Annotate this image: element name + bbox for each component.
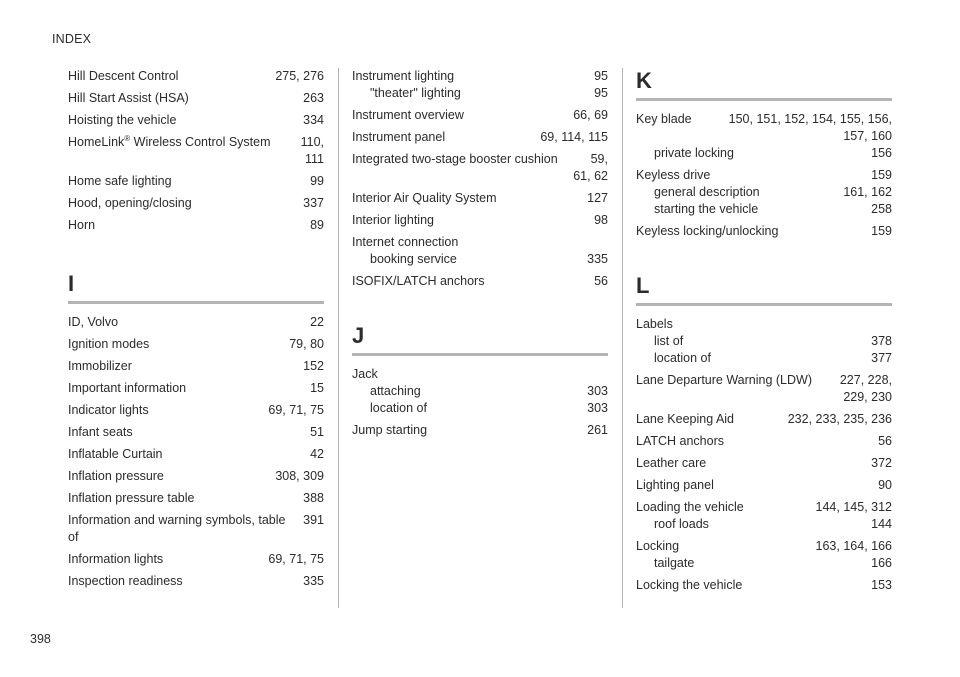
homelink-term-rest: Wireless Control System <box>130 135 271 149</box>
entry-pages: 153 <box>871 578 892 592</box>
entry-pages: 15 <box>310 381 324 395</box>
entry-term: Locking <box>636 539 680 553</box>
page-header: INDEX <box>52 32 92 46</box>
entry-pages: 127 <box>587 191 608 205</box>
index-entry <box>636 167 892 184</box>
subentry-term: roof loads <box>654 517 709 531</box>
entry-term: Internet connection <box>352 235 459 249</box>
index-subentry <box>636 516 892 533</box>
entry-pages: 110, <box>300 135 324 149</box>
index-entry <box>68 68 324 85</box>
index-entry <box>636 223 892 240</box>
index-subentry <box>636 184 892 201</box>
homelink-brand: HomeLink <box>68 135 125 149</box>
entry-term: Labels <box>636 317 673 331</box>
entry-term: Hill Descent Control <box>68 69 179 83</box>
entry-pages: 388 <box>303 491 324 505</box>
entry-term: Indicator lights <box>68 403 149 417</box>
index-subentry <box>636 201 892 218</box>
entry-pages: 261 <box>587 423 608 437</box>
entry-pages: 337 <box>303 196 324 210</box>
subentry-term: location of <box>654 351 711 365</box>
entry-term: Infant seats <box>68 425 133 439</box>
section-rule <box>636 303 892 306</box>
entry-term: Instrument overview <box>352 108 464 122</box>
index-entry <box>68 314 324 331</box>
entry-term: Lighting panel <box>636 478 714 492</box>
entry-pages: 372 <box>871 456 892 470</box>
entry-pages: 69, 114, 115 <box>540 130 608 144</box>
subentry-pages: 377 <box>871 351 892 365</box>
entry-pages: 144, 145, 312 <box>815 500 892 514</box>
entry-pages: 99 <box>310 174 324 188</box>
entry-term: Keyless drive <box>636 168 711 182</box>
index-entry <box>68 380 324 397</box>
subentry-pages: 144 <box>871 517 892 531</box>
subentry-pages: 258 <box>871 202 892 216</box>
subentry-term: attaching <box>370 384 421 398</box>
entry-term: Hill Start Assist (HSA) <box>68 91 189 105</box>
entry-term: Jump starting <box>352 423 428 437</box>
index-entry <box>68 424 324 441</box>
entry-term: Inflatable Curtain <box>68 447 163 461</box>
entry-pages-continued: 111 <box>304 152 324 166</box>
entry-term <box>68 134 271 151</box>
entry-term: Locking the vehicle <box>636 578 743 592</box>
entry-pages: 159 <box>871 168 892 182</box>
entry-term: Lane Keeping Aid <box>636 412 735 426</box>
entry-term: Keyless locking/unlocking <box>636 224 779 238</box>
entry-pages: 79, 80 <box>289 337 324 351</box>
index-entry <box>352 212 608 229</box>
entry-term: Inflation pressure table <box>68 491 195 505</box>
entry-term: ISOFIX/LATCH anchors <box>352 274 485 288</box>
section-letter-i: I <box>68 271 75 296</box>
index-entry <box>68 90 324 107</box>
entry-term: Key blade <box>636 112 692 126</box>
entry-pages: 51 <box>310 425 324 439</box>
index-entry <box>352 68 608 85</box>
index-entry <box>68 573 324 590</box>
subentry-term: location of <box>370 401 427 415</box>
index-entry <box>68 446 324 463</box>
index-entry <box>68 112 324 129</box>
entry-pages: 232, 233, 235, 236 <box>787 412 892 426</box>
index-entry-ldw <box>636 372 892 406</box>
entry-pages: 159 <box>871 224 892 238</box>
index-entry <box>68 551 324 568</box>
entry-pages: 56 <box>594 274 608 288</box>
entry-term: Information and warning symbols, table of <box>68 513 286 544</box>
index-subentry <box>352 251 608 268</box>
subentry-pages: 378 <box>871 334 892 348</box>
subentry-term: starting the vehicle <box>654 202 759 216</box>
index-subentry <box>636 333 892 350</box>
index-column-1 <box>68 68 324 595</box>
index-entry <box>352 273 608 290</box>
index-entry-key-blade <box>636 111 892 145</box>
column-divider <box>622 68 623 608</box>
subentry-pages: 166 <box>871 556 892 570</box>
entry-pages: 163, 164, 166 <box>815 539 892 553</box>
entry-term: Integrated two-stage booster cushion <box>352 152 558 166</box>
entry-pages: 69, 71, 75 <box>268 403 324 417</box>
index-subentry <box>352 383 608 400</box>
index-entry <box>636 316 892 333</box>
subentry-pages: 303 <box>587 384 608 398</box>
subentry-pages: 161, 162 <box>843 185 892 199</box>
section-rule <box>352 353 608 356</box>
index-entry <box>68 195 324 212</box>
index-entry <box>636 477 892 494</box>
index-entry <box>68 336 324 353</box>
subentry-term: "theater" lighting <box>370 86 461 100</box>
entry-term: Home safe lighting <box>68 174 172 188</box>
index-entry <box>68 490 324 507</box>
subentry-term: tailgate <box>654 556 695 570</box>
index-entry <box>636 577 892 594</box>
subentry-term: private locking <box>654 146 734 160</box>
index-entry-homelink <box>68 134 324 168</box>
entry-pages: 42 <box>310 447 324 461</box>
index-entry <box>636 538 892 555</box>
entry-term: Loading the vehicle <box>636 500 744 514</box>
index-entry <box>68 173 324 190</box>
entry-pages: 56 <box>878 434 892 448</box>
index-subentry <box>352 85 608 102</box>
entry-term: Information lights <box>68 552 164 566</box>
index-entry <box>636 499 892 516</box>
entry-term: Interior Air Quality System <box>352 191 497 205</box>
subentry-pages: 156 <box>871 146 892 160</box>
index-entry <box>68 402 324 419</box>
registered-mark: ® <box>124 133 131 143</box>
entry-pages-continued: 229, 230 <box>843 390 892 404</box>
entry-pages: 150, 151, 152, 154, 155, 156, <box>728 112 892 126</box>
entry-term: ID, Volvo <box>68 315 119 329</box>
entry-term: Inspection readiness <box>68 574 183 588</box>
index-subentry <box>636 350 892 367</box>
entry-term: Jack <box>352 367 378 381</box>
entry-pages: 227, 228, <box>839 373 892 387</box>
entry-term: Lane Departure Warning (LDW) <box>636 373 812 387</box>
subentry-pages: 95 <box>594 86 608 100</box>
index-entry <box>352 366 608 383</box>
index-entry <box>636 455 892 472</box>
index-entry <box>68 217 324 234</box>
index-entry <box>352 190 608 207</box>
section-letter-k: K <box>636 68 652 93</box>
entry-pages: 22 <box>310 315 324 329</box>
entry-term: Instrument lighting <box>352 69 455 83</box>
entry-pages-continued: 157, 160 <box>843 129 892 143</box>
index-entry <box>352 422 608 439</box>
subentry-term: booking service <box>370 252 457 266</box>
index-entry <box>636 411 892 428</box>
index-subentry <box>352 400 608 417</box>
entry-pages: 152 <box>303 359 324 373</box>
index-column-3 <box>636 68 892 599</box>
index-entry <box>352 234 608 251</box>
entry-pages: 334 <box>303 113 324 127</box>
entry-pages: 89 <box>310 218 324 232</box>
entry-term: Interior lighting <box>352 213 434 227</box>
section-letter-j: J <box>352 323 365 348</box>
index-entry <box>352 107 608 124</box>
subentry-term: general description <box>654 185 760 199</box>
entry-pages: 69, 71, 75 <box>268 552 324 566</box>
entry-term: Horn <box>68 218 96 232</box>
entry-pages: 98 <box>594 213 608 227</box>
entry-pages: 335 <box>303 574 324 588</box>
entry-term: Instrument panel <box>352 130 446 144</box>
entry-pages-continued: 61, 62 <box>573 169 608 183</box>
entry-pages: 59, <box>590 152 608 166</box>
index-entry <box>636 433 892 450</box>
index-entry <box>352 129 608 146</box>
index-entry-booster <box>352 151 608 185</box>
entry-pages: 275, 276 <box>275 69 324 83</box>
entry-term: Important information <box>68 381 187 395</box>
column-divider <box>338 68 339 608</box>
subentry-term: list of <box>654 334 684 348</box>
subentry-pages: 303 <box>587 401 608 415</box>
entry-pages: 308, 309 <box>275 469 324 483</box>
section-rule <box>68 301 324 304</box>
index-entry <box>68 512 324 546</box>
entry-term: Hoisting the vehicle <box>68 113 177 127</box>
entry-pages: 66, 69 <box>573 108 608 122</box>
index-entry <box>68 358 324 375</box>
entry-term: Inflation pressure <box>68 469 164 483</box>
entry-pages: 391 <box>303 513 324 527</box>
index-column-2 <box>352 68 608 444</box>
entry-pages: 95 <box>594 69 608 83</box>
entry-pages: 263 <box>303 91 324 105</box>
entry-term: LATCH anchors <box>636 434 724 448</box>
entry-term: Immobilizer <box>68 359 132 373</box>
entry-term: Leather care <box>636 456 707 470</box>
section-rule <box>636 98 892 101</box>
entry-pages: 90 <box>878 478 892 492</box>
section-letter-l: L <box>636 273 650 298</box>
entry-term: Hood, opening/closing <box>68 196 192 210</box>
index-subentry <box>636 555 892 572</box>
index-entry <box>68 468 324 485</box>
subentry-pages: 335 <box>587 252 608 266</box>
page-number: 398 <box>30 632 51 646</box>
entry-term: Ignition modes <box>68 337 150 351</box>
index-subentry <box>636 145 892 162</box>
